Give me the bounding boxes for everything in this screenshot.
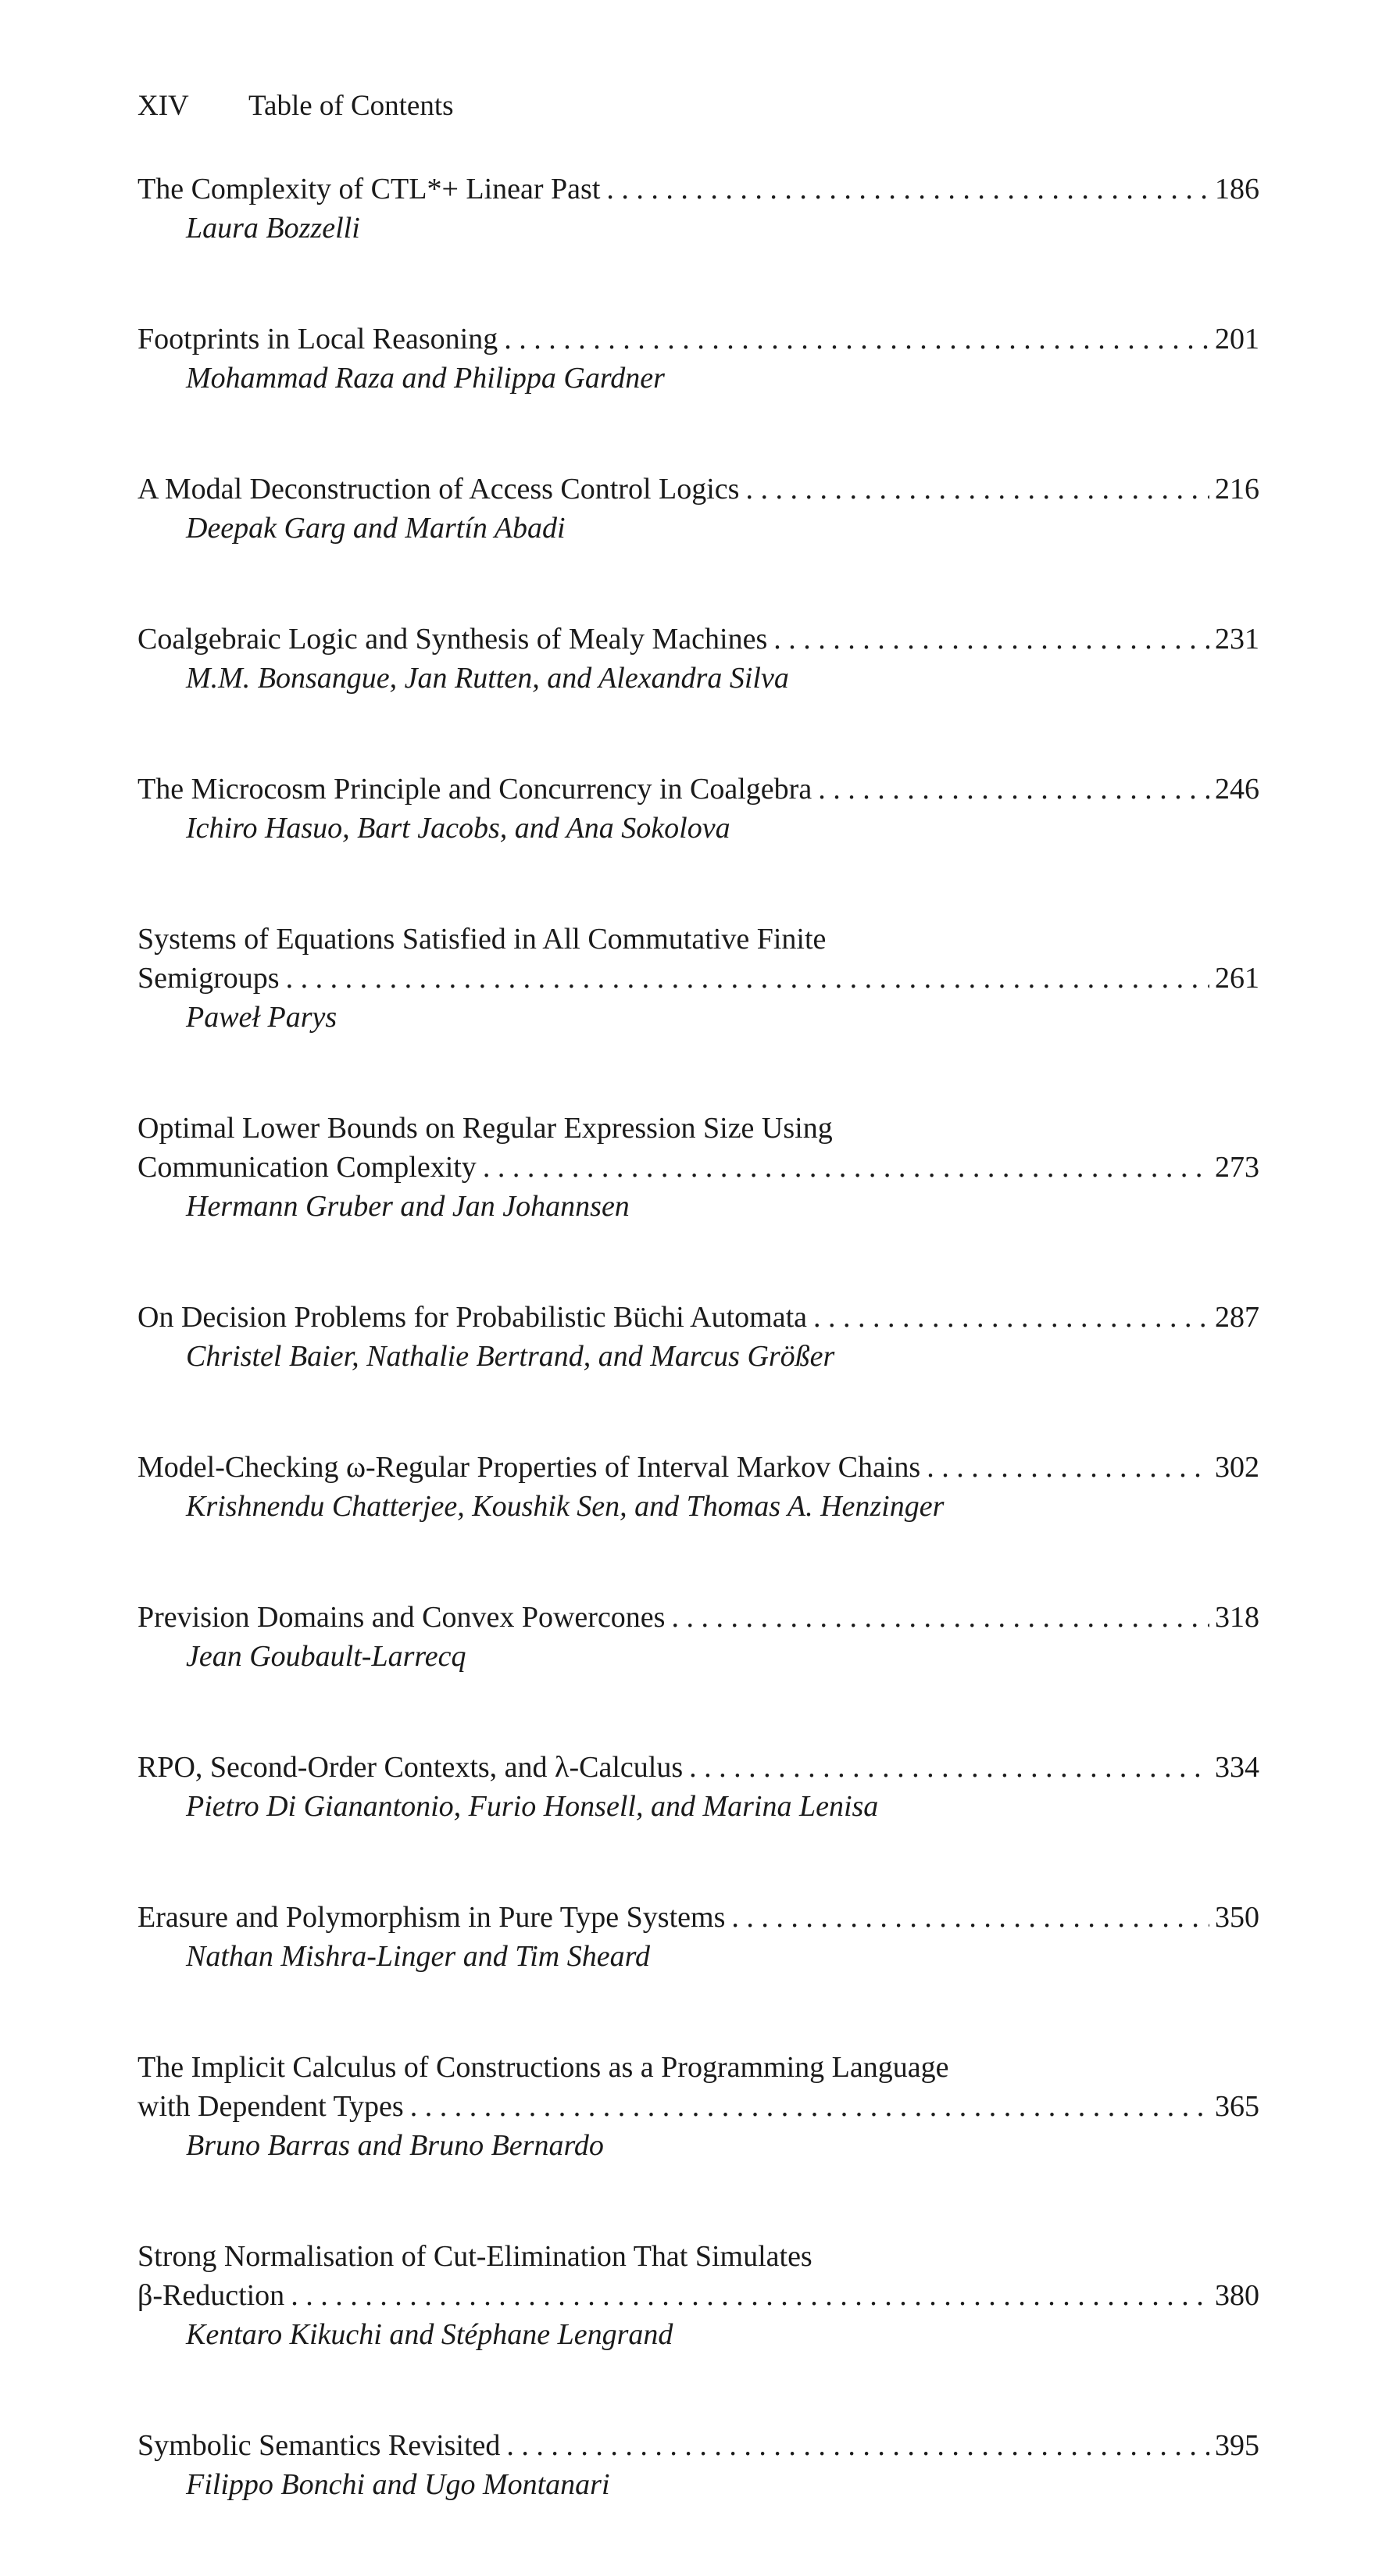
toc-entry: [138, 2048, 1259, 2165]
entry-title: The Complexity of CTL*+ Linear Past: [138, 173, 601, 205]
entry-title: Strong Normalisation of Cut-Elimination That Simulates: [138, 2240, 812, 2273]
entry-page-number: 261: [1215, 962, 1259, 995]
entry-title-last-line: [138, 170, 1259, 209]
entry-title: Communication Complexity: [138, 1151, 477, 1184]
toc-entry: [138, 1598, 1259, 1676]
entry-title-line: [138, 920, 1259, 959]
dot-leader: [500, 2426, 1209, 2465]
entry-page-number: 395: [1215, 2429, 1259, 2462]
entry-title-last-line: [138, 1148, 1259, 1187]
dot-leader: [665, 1598, 1209, 1637]
entry-title: Systems of Equations Satisfied in All Commutative Finite: [138, 923, 827, 956]
page-header: [138, 88, 454, 125]
dot-leader: [725, 1898, 1209, 1937]
entry-authors: Deepak Garg and Martín Abadi: [186, 512, 566, 545]
dot-leader: [767, 620, 1209, 659]
toc-entry: [138, 470, 1259, 548]
toc-entry: [138, 2426, 1259, 2504]
toc-entry: [138, 770, 1259, 848]
entry-title-last-line: [138, 2426, 1259, 2465]
entry-page-number: 302: [1215, 1451, 1259, 1484]
entry-authors: Christel Baier, Nathalie Bertrand, and Marcus Größer: [186, 1340, 835, 1373]
entry-authors: Kentaro Kikuchi and Stéphane Lengrand: [186, 2318, 673, 2351]
entry-title: Model-Checking ω-Regular Properties of Interval Markov Chains: [138, 1451, 921, 1484]
entry-page-number: 334: [1215, 1751, 1259, 1784]
dot-leader: [477, 1148, 1209, 1187]
toc-entry: [138, 1748, 1259, 1826]
entry-title: β-Reduction: [138, 2279, 285, 2312]
running-title: Table of Contents: [248, 90, 454, 122]
entry-title: Symbolic Semantics Revisited: [138, 2429, 501, 2462]
entry-title-line: [138, 1109, 1259, 1148]
entry-authors: Krishnendu Chatterjee, Koushik Sen, and Thomas A. Henzinger: [186, 1490, 945, 1523]
entry-authors: Laura Bozzelli: [186, 212, 360, 245]
entry-title-last-line: [138, 2087, 1259, 2126]
entry-authors: Paweł Parys: [186, 1001, 338, 1034]
entry-authors: Filippo Bonchi and Ugo Montanari: [186, 2468, 610, 2501]
entry-authors: Pietro Di Gianantonio, Furio Honsell, and Marina Lenisa: [186, 1790, 879, 1823]
entry-title: Semigroups: [138, 962, 280, 995]
entry-title-last-line: [138, 1448, 1259, 1487]
dot-leader: [807, 1298, 1209, 1337]
entry-authors: Bruno Barras and Bruno Bernardo: [186, 2129, 604, 2162]
entry-title: Prevision Domains and Convex Powercones: [138, 1601, 666, 1634]
entry-page-number: 380: [1215, 2279, 1259, 2312]
page-number: XIV: [138, 90, 189, 122]
toc-entry: [138, 320, 1259, 398]
dot-leader: [280, 959, 1209, 998]
entry-page-number: 350: [1215, 1901, 1259, 1934]
entry-page-number: 273: [1215, 1151, 1259, 1184]
dot-leader: [739, 470, 1209, 509]
entry-title: The Implicit Calculus of Constructions as a Programming Language: [138, 2051, 949, 2084]
entry-title-last-line: [138, 1598, 1259, 1637]
entry-title-last-line: [138, 470, 1259, 509]
dot-leader: [600, 170, 1209, 209]
toc-entry: [138, 620, 1259, 698]
dot-leader: [498, 320, 1209, 359]
entry-title-last-line: [138, 959, 1259, 998]
entry-page-number: 246: [1215, 773, 1259, 806]
entry-authors: Nathan Mishra-Linger and Tim Sheard: [186, 1940, 650, 1973]
entry-authors: Mohammad Raza and Philippa Gardner: [186, 362, 665, 395]
dot-leader: [812, 770, 1209, 809]
entry-title-line: [138, 2048, 1259, 2087]
entry-title-last-line: [138, 1748, 1259, 1787]
entry-title: A Modal Deconstruction of Access Control Logics: [138, 473, 740, 506]
entry-title-last-line: [138, 770, 1259, 809]
toc-entry: [138, 1298, 1259, 1376]
entry-title-last-line: [138, 620, 1259, 659]
entry-authors: Jean Goubault-Larrecq: [186, 1640, 466, 1673]
entry-title: Optimal Lower Bounds on Regular Expression Size Using: [138, 1112, 833, 1145]
entry-title: The Microcosm Principle and Concurrency in Coalgebra: [138, 773, 812, 806]
entry-page-number: 231: [1215, 623, 1259, 656]
dot-leader: [284, 2276, 1209, 2315]
entry-title-line: [138, 2237, 1259, 2276]
entry-title: Erasure and Polymorphism in Pure Type Systems: [138, 1901, 726, 1934]
dot-leader: [404, 2087, 1209, 2126]
entry-page-number: 216: [1215, 473, 1259, 506]
entry-title-last-line: [138, 2276, 1259, 2315]
toc-entry: [138, 1109, 1259, 1226]
entry-title-last-line: [138, 1298, 1259, 1337]
toc-entry: [138, 170, 1259, 248]
toc-entry: [138, 1448, 1259, 1526]
toc-entry: [138, 920, 1259, 1037]
entry-page-number: 318: [1215, 1601, 1259, 1634]
entry-page-number: 365: [1215, 2090, 1259, 2123]
entry-title-last-line: [138, 1898, 1259, 1937]
entry-title: Footprints in Local Reasoning: [138, 323, 498, 355]
entry-page-number: 287: [1215, 1301, 1259, 1334]
entry-title: Coalgebraic Logic and Synthesis of Mealy Machines: [138, 623, 768, 656]
entry-title: RPO, Second-Order Contexts, and λ-Calculus: [138, 1751, 684, 1784]
entry-title-last-line: [138, 320, 1259, 359]
toc-entry: [138, 1898, 1259, 1976]
entry-authors: M.M. Bonsangue, Jan Rutten, and Alexandra Silva: [186, 662, 789, 695]
entry-authors: Hermann Gruber and Jan Johannsen: [186, 1190, 630, 1223]
dot-leader: [683, 1748, 1209, 1787]
entry-title: On Decision Problems for Probabilistic Büchi Automata: [138, 1301, 808, 1334]
entry-title: with Dependent Types: [138, 2090, 404, 2123]
entry-page-number: 186: [1215, 173, 1259, 205]
dot-leader: [920, 1448, 1209, 1487]
toc-entry: [138, 2237, 1259, 2354]
entry-page-number: 201: [1215, 323, 1259, 355]
table-of-contents: [138, 170, 1259, 2576]
entry-authors: Ichiro Hasuo, Bart Jacobs, and Ana Sokolova: [186, 812, 730, 845]
